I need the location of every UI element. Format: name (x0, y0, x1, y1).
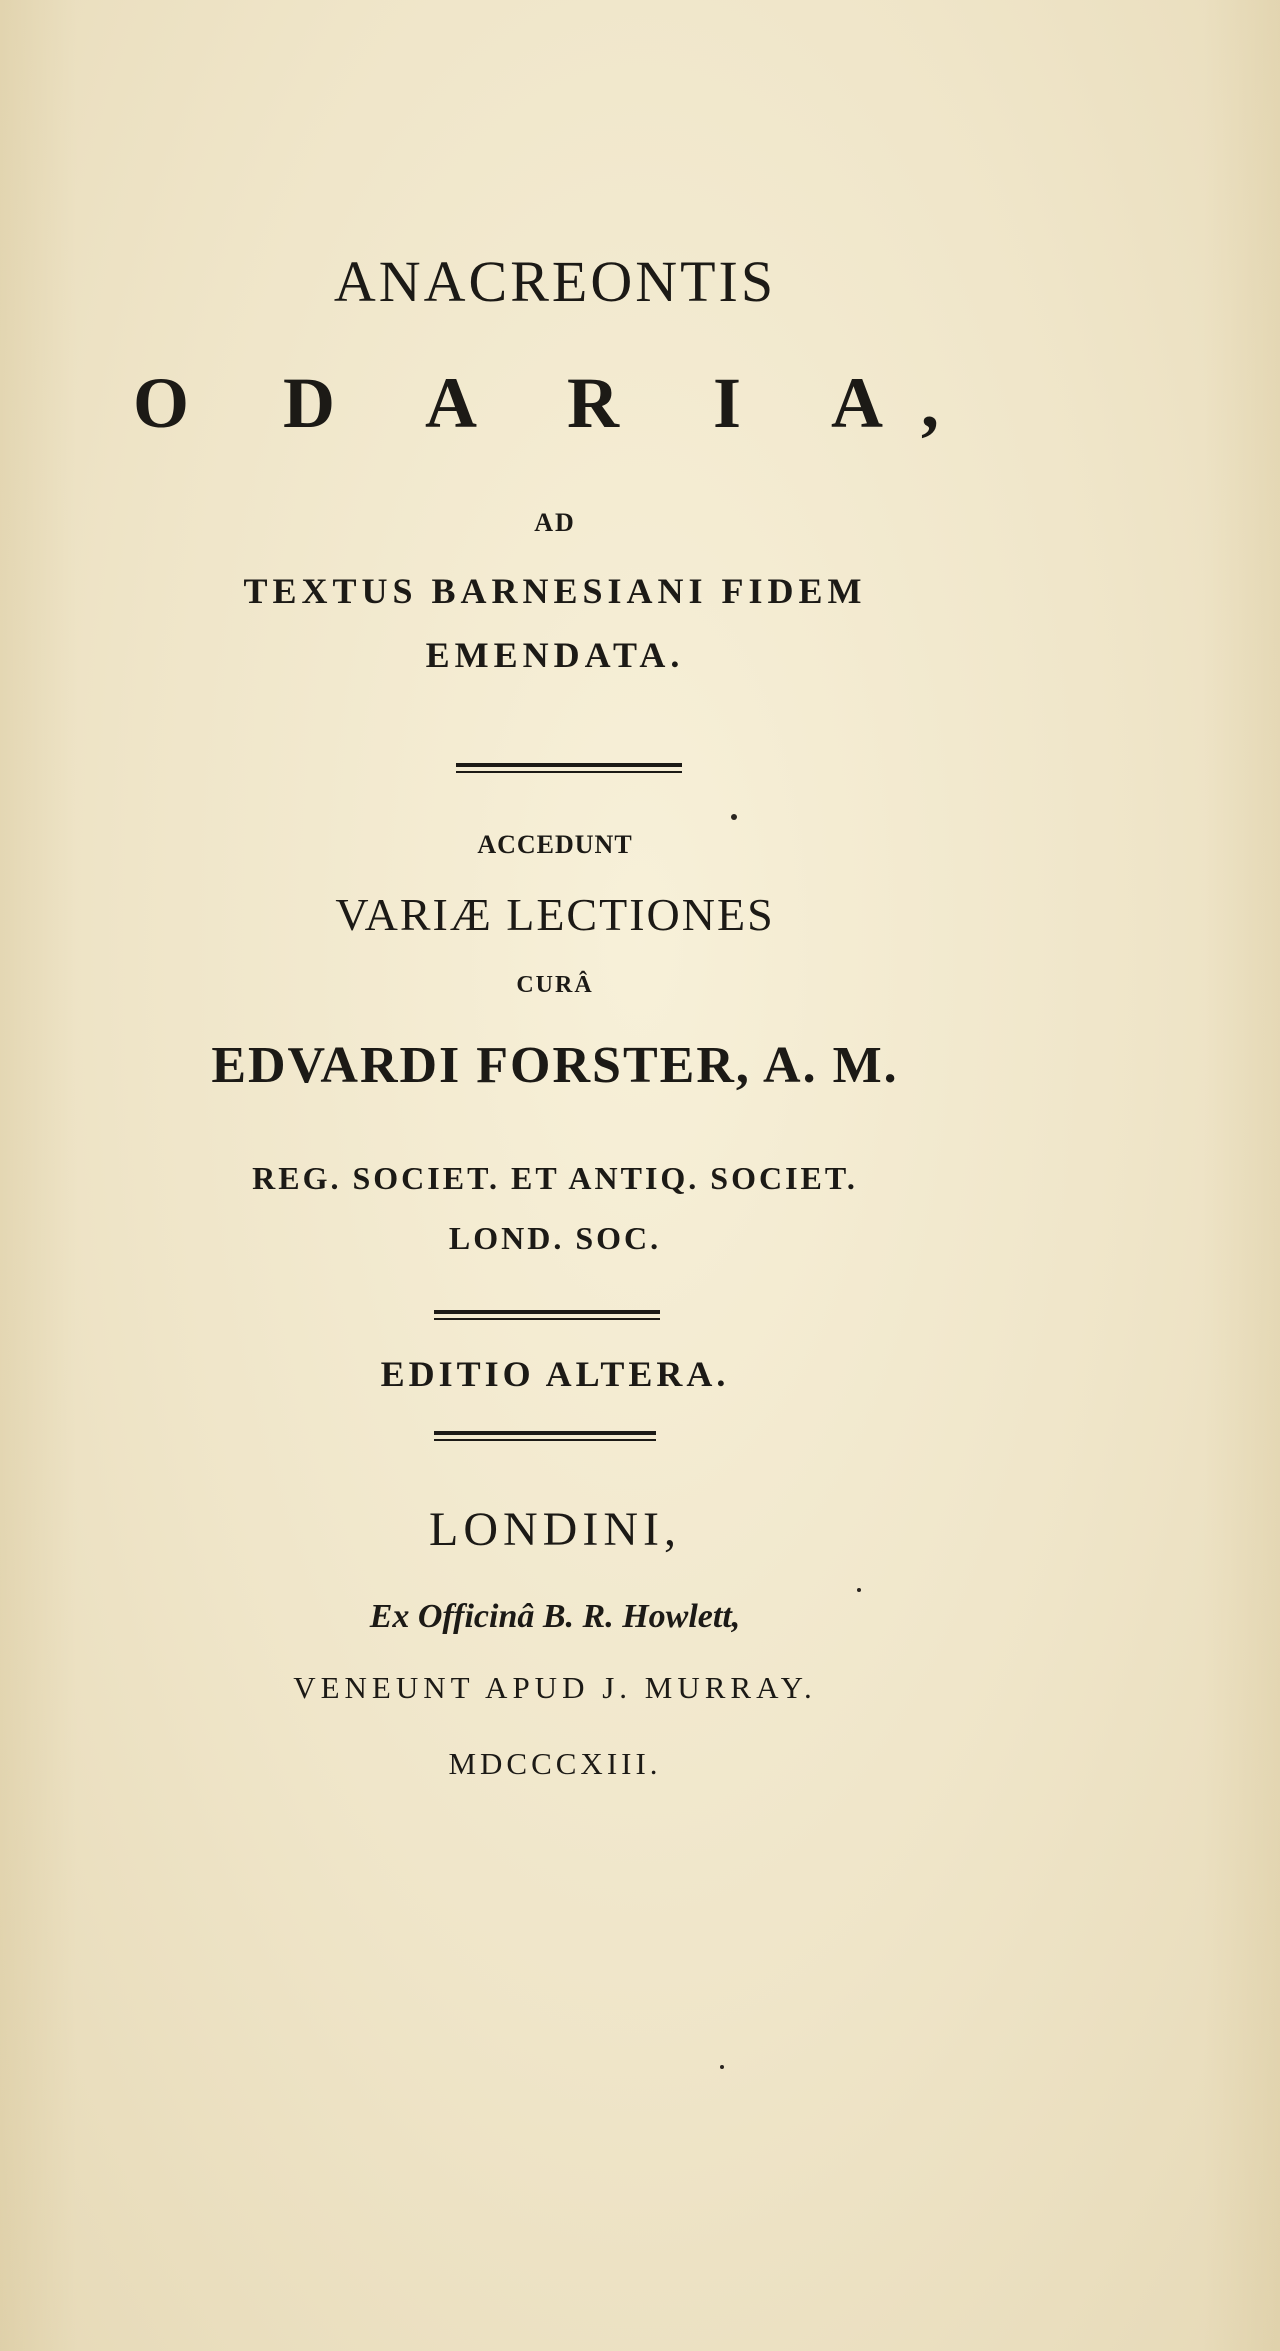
ink-speck (857, 1588, 861, 1592)
ink-speck (720, 2065, 724, 2069)
double-rule-divider (434, 1431, 656, 1441)
author-name: ANACREONTIS (333, 249, 777, 314)
book-title: O D A R I A, (132, 363, 978, 443)
societies-line-1: REG. SOCIET. ET ANTIQ. SOCIET. (252, 1160, 858, 1196)
ad-line: AD (534, 508, 576, 537)
variae-lectiones-line: VARIÆ LECTIONES (335, 889, 775, 940)
imprint-seller: VENEUNT APUD J. MURRAY. (293, 1670, 817, 1705)
societies-line-2: LOND. SOC. (448, 1220, 662, 1256)
subtitle-line-1: TEXTUS BARNESIANI FIDEM (243, 571, 867, 611)
cura-line: CURÂ (516, 972, 594, 998)
ink-speck (731, 814, 737, 820)
subtitle-line-2: EMENDATA. (425, 635, 685, 675)
editor-name: EDVARDI FORSTER, A. M. (211, 1037, 899, 1094)
accedunt-line: ACCEDUNT (477, 830, 633, 859)
edition-line: EDITIO ALTERA. (380, 1354, 730, 1394)
double-rule-divider (434, 1310, 660, 1320)
imprint-place: LONDINI, (429, 1503, 681, 1556)
imprint-year: MDCCCXIII. (448, 1746, 662, 1781)
imprint-printer: Ex Officinâ B. R. Howlett, (369, 1598, 741, 1635)
double-rule-divider (456, 763, 682, 773)
